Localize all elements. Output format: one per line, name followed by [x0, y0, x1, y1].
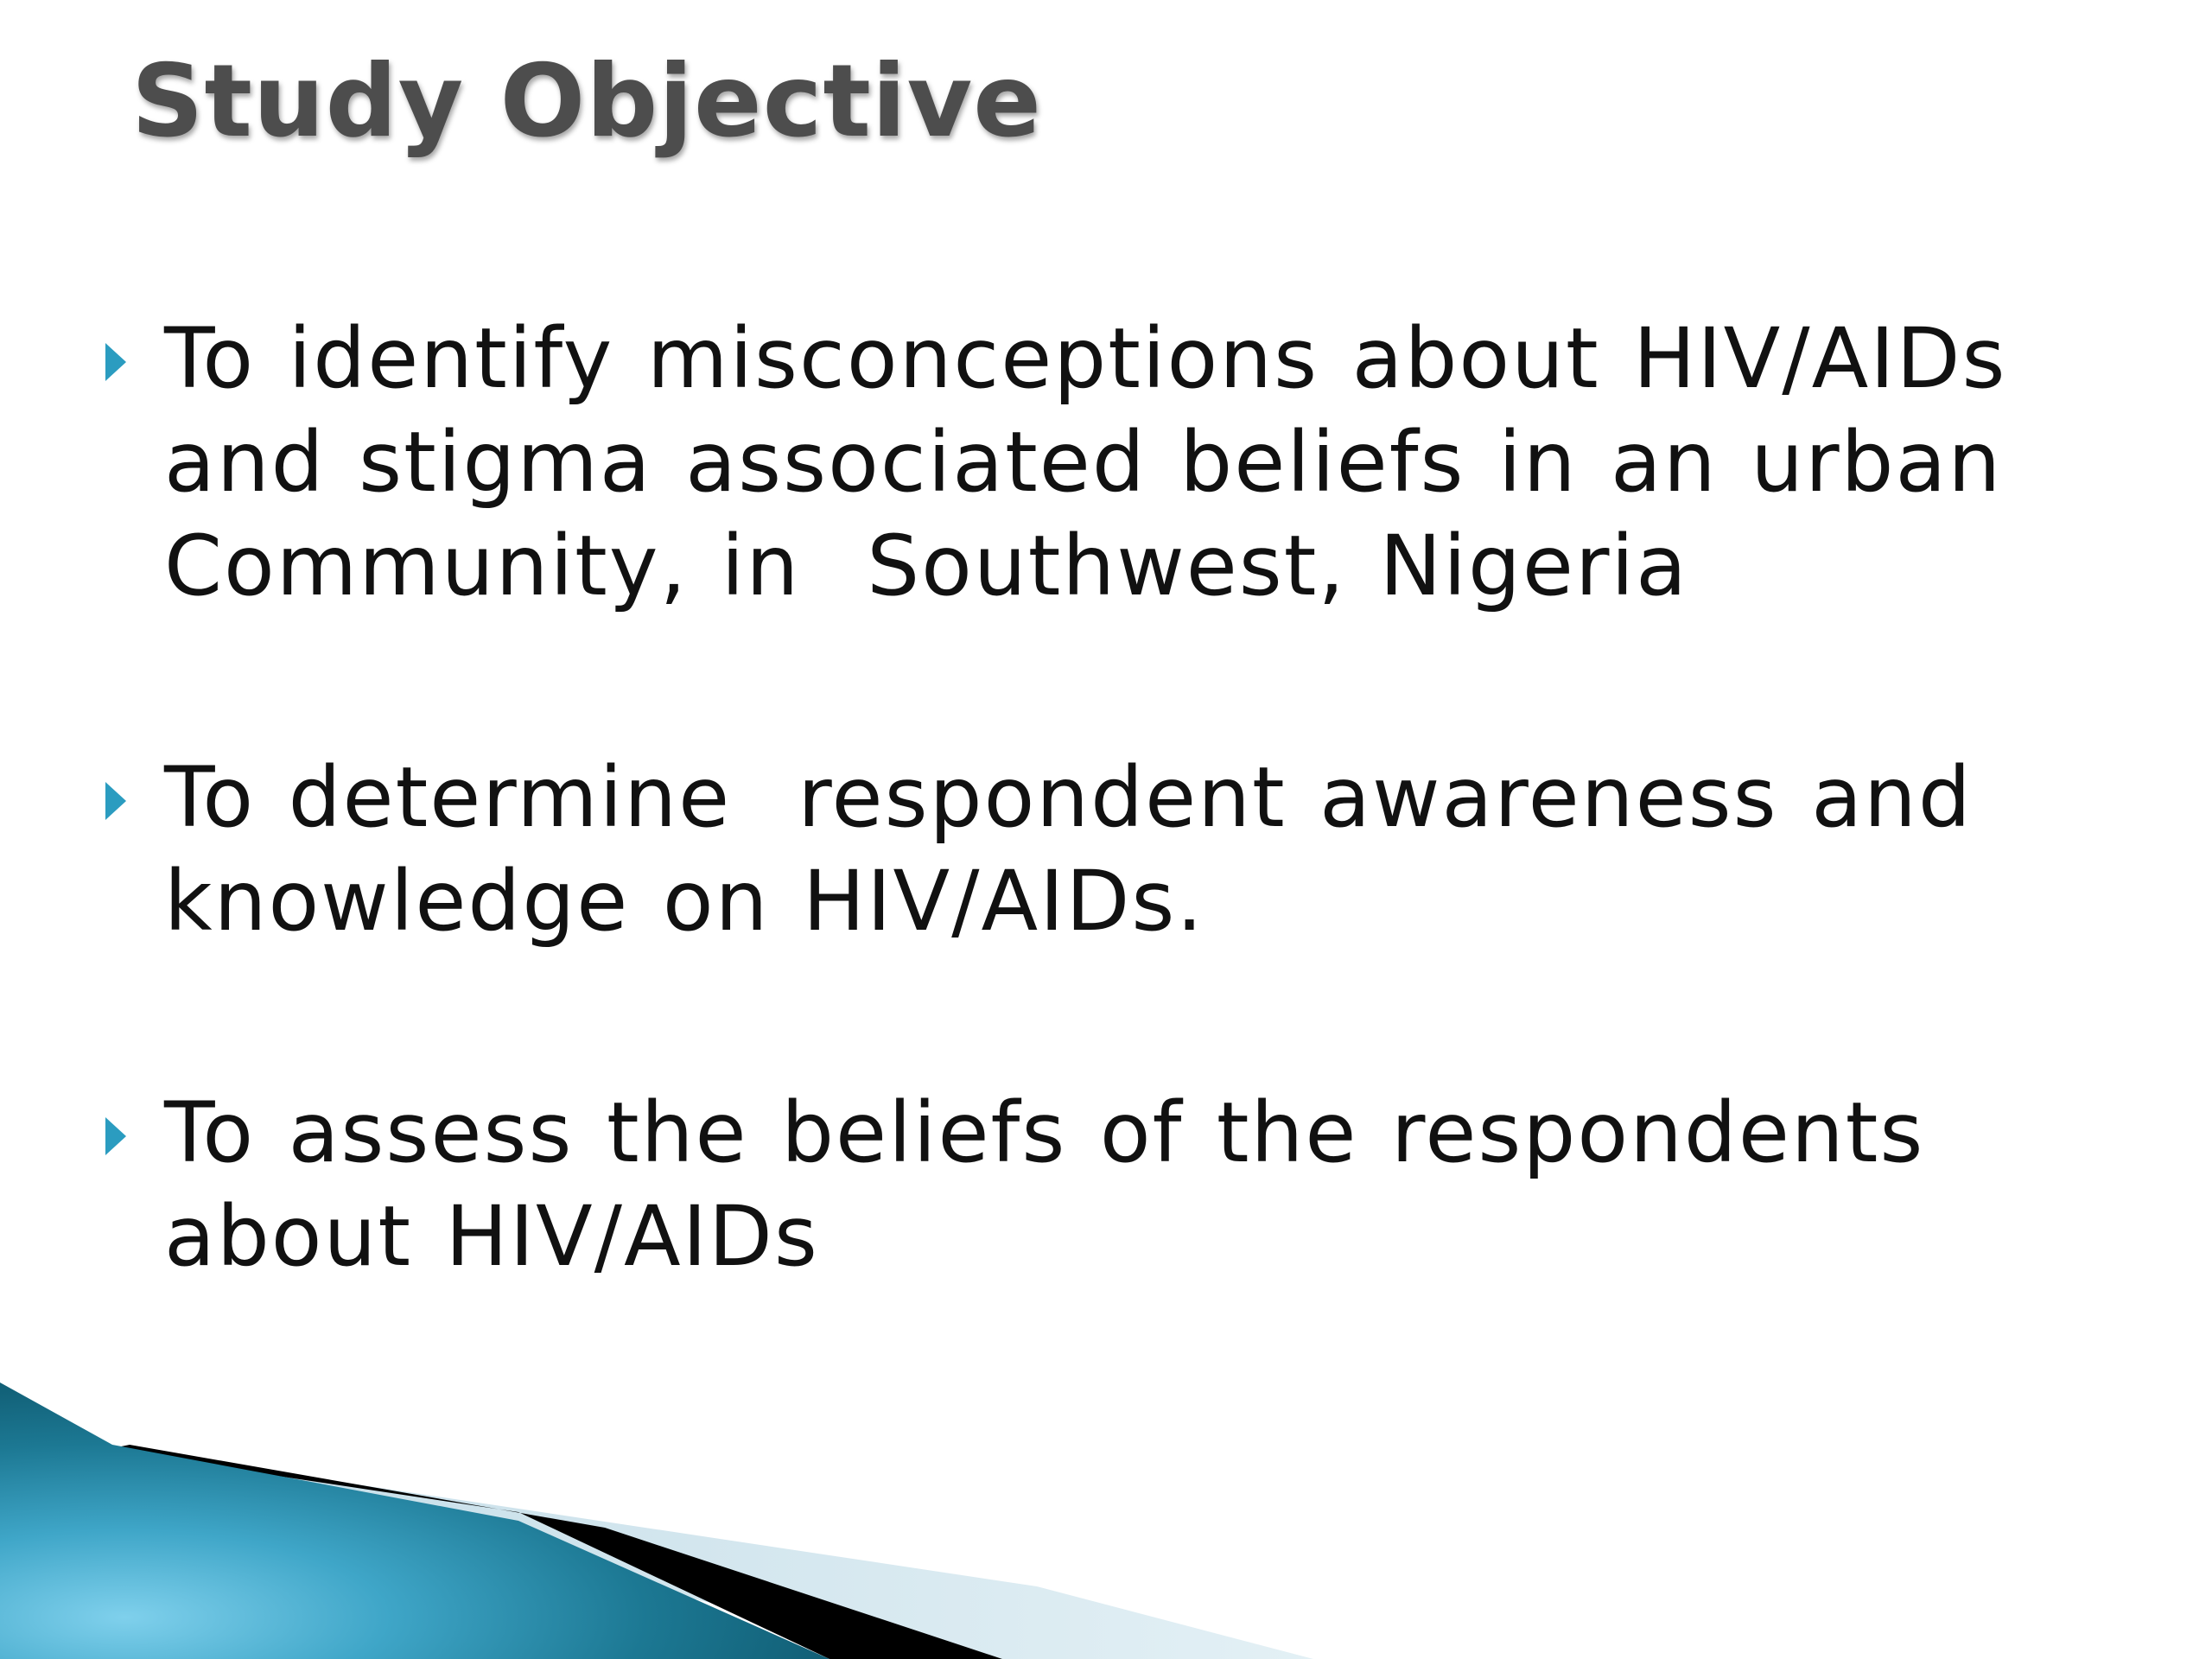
- bullet-list: [97, 307, 2188, 1288]
- bullet-text: To assess the beliefs of the respondents about HIV/AIDs: [164, 1084, 1958, 1285]
- list-item: [97, 1081, 2188, 1288]
- list-item: [97, 746, 2188, 953]
- slide-title: Study Objective: [131, 43, 1042, 160]
- triangle-right-icon: [105, 343, 126, 381]
- decor-teal-fill: [0, 1382, 830, 1659]
- triangle-right-icon: [105, 782, 126, 820]
- triangle-right-icon: [105, 1117, 126, 1155]
- bullet-text: To determine respondent awareness and knowledge on HIV/AIDs.: [164, 749, 2006, 950]
- bullet-text: To identify misconceptions about HIV/AIDs and stigma associated beliefs in an urban Community, in Southwest, Nigeria: [164, 310, 2041, 614]
- decorative-corner-swoosh: [0, 1382, 2212, 1659]
- list-item: [97, 307, 2188, 618]
